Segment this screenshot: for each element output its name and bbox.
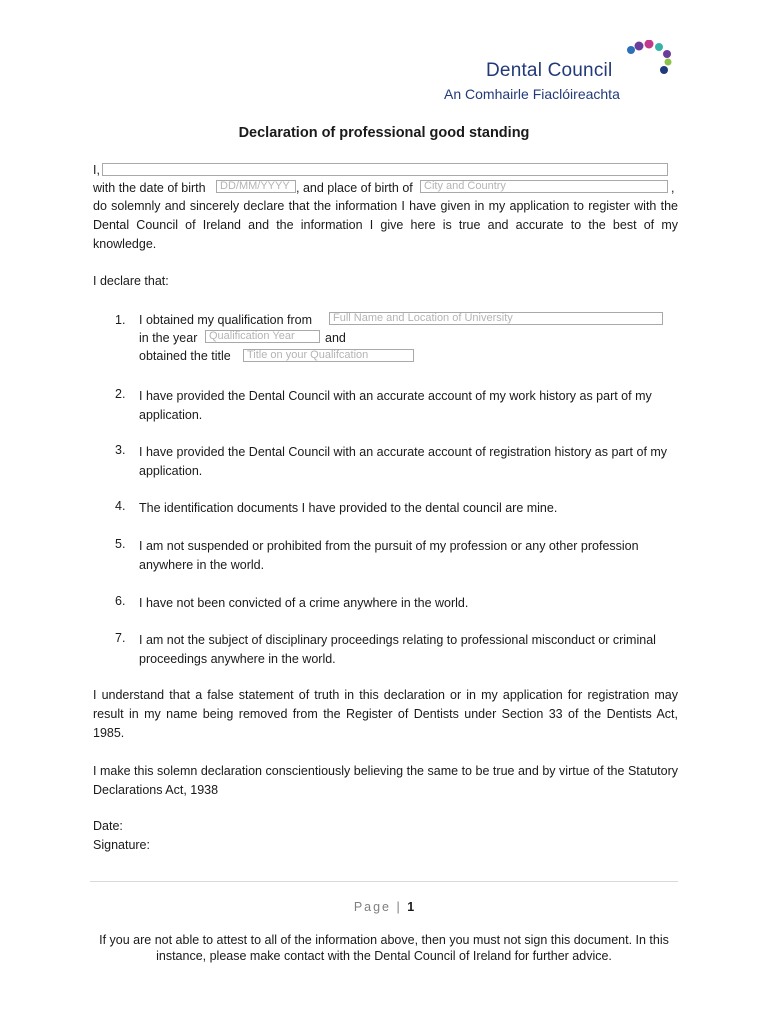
university-field[interactable]: Full Name and Location of University — [329, 312, 663, 325]
page-number: 1 — [407, 900, 415, 914]
page-title: Declaration of professional good standing — [238, 125, 530, 141]
place-of-birth-field[interactable]: City and Country — [420, 180, 668, 193]
item-3-number: 3. — [115, 443, 126, 457]
page-number-footer — [0, 900, 768, 914]
footer-divider — [90, 881, 678, 882]
logo-dot — [663, 50, 671, 58]
item-2-text: I have provided the Dental Council with an accurate account of my work history as part of my application. — [139, 389, 652, 422]
i-label: I, — [93, 163, 100, 177]
item-3-text: I have provided the Dental Council with an accurate account of registration history as part of my application. — [139, 445, 668, 478]
page-label: Page — [353, 900, 392, 914]
year-prefix: in the year — [139, 331, 198, 345]
logo-dot — [655, 43, 663, 51]
full-name-field[interactable] — [102, 163, 668, 176]
item-5-text: I am not suspended or prohibited from the pursuit of my profession or any other profession anywhere in the world. — [139, 539, 639, 572]
page-separator: | — [396, 900, 402, 914]
item-6-number: 6. — [115, 594, 126, 608]
logo-subtitle: An Comhairle Fiaclóireachta — [444, 86, 620, 102]
logo-dot — [645, 40, 654, 49]
title-prefix: obtained the title — [139, 349, 231, 363]
item-7-text: I am not the subject of disciplinary proceedings relating to professional misconduct or criminal proceedings anywhere in the world. — [139, 633, 656, 666]
understand-paragraph: I understand that a false statement of truth in this declaration or in my application for registration may result in my name being removed from the Register of Dentists under Section 33 of the Dentists Act, 1985. — [93, 688, 678, 740]
item-6-text: I have not been convicted of a crime anywhere in the world. — [139, 596, 469, 610]
qualification-prefix: I obtained my qualification from — [139, 313, 313, 327]
item-2-number: 2. — [115, 387, 126, 401]
item-5-number: 5. — [115, 537, 126, 551]
logo-name: Dental Council — [486, 60, 613, 81]
pob-prefix: , and place of birth of — [296, 181, 413, 195]
signature-label: Signature: — [93, 838, 150, 852]
logo-dot — [660, 66, 668, 74]
qualification-year-field[interactable]: Qualification Year — [205, 330, 320, 343]
dental-council-logo — [444, 40, 684, 104]
logo-dots-icon — [624, 40, 680, 80]
date-of-birth-field[interactable]: DD/MM/YYYY — [216, 180, 296, 193]
dob-prefix: with the date of birth — [93, 181, 206, 195]
year-suffix: and — [325, 331, 346, 345]
logo-dot — [627, 46, 635, 54]
logo-dot — [665, 59, 672, 66]
footer-notice: If you are not able to attest to all of the information above, then you must not sign this document. In this instance, please make contact with the Dental Council of Ireland for further advice. — [99, 933, 669, 963]
intro-paragraph: do solemnly and sincerely declare that the information I have given in my application to register with the Dental Council of Ireland and the information I give here is true and accurate to the best of my knowledge. — [93, 199, 678, 251]
declare-heading: I declare that: — [93, 274, 169, 288]
pob-suffix: , — [671, 181, 675, 195]
qualification-title-field[interactable]: Title on your Qualifcation — [243, 349, 414, 362]
item-4-text: The identification documents I have provided to the dental council are mine. — [139, 501, 558, 515]
logo-dot — [635, 42, 644, 51]
item-7-number: 7. — [115, 631, 126, 645]
item-1-number: 1. — [115, 313, 126, 327]
solemn-paragraph: I make this solemn declaration conscientiously believing the same to be true and by virtue of the Statutory Declarations Act, 1938 — [93, 764, 678, 797]
date-label: Date: — [93, 819, 123, 833]
item-4-number: 4. — [115, 499, 126, 513]
